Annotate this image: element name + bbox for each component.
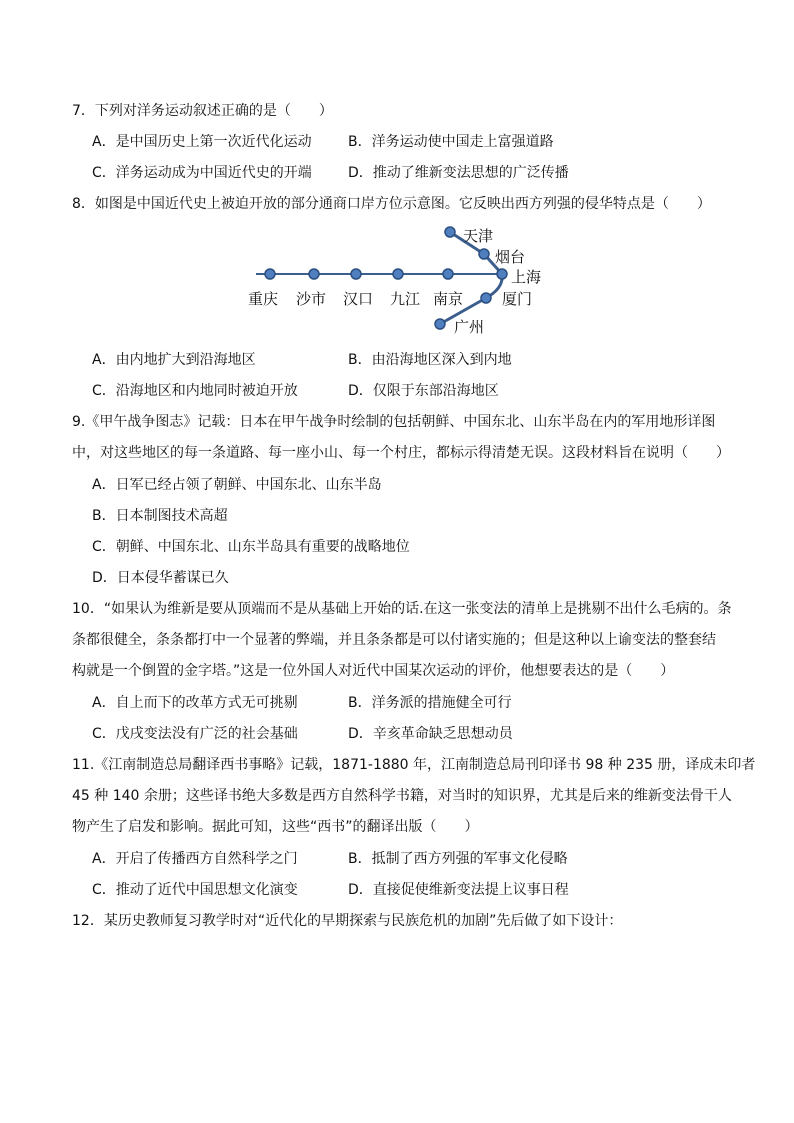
treaty-ports-diagram <box>240 222 560 340</box>
q7-option-d[interactable]: D．推动了维新变法思想的广泛传播 <box>348 165 569 181</box>
q8-option-a[interactable]: A．由内地扩大到沿海地区 <box>92 352 256 368</box>
q10-option-a[interactable]: A．自上而下的改革方式无可挑剔 <box>92 695 298 711</box>
q11-stem-line-2: 45 种 140 余册；这些译书绝大多数是西方自然科学书籍，对当时的知识界，尤其是后来的维新变法骨干人 <box>72 788 732 804</box>
node-tianjin <box>445 227 455 237</box>
q9-option-a[interactable]: A．日军已经占领了朝鲜、中国东北、山东半岛 <box>92 477 382 493</box>
q9-stem-line-1: 9.《甲午战争图志》记载：日本在甲午战争时绘制的包括朝鲜、中国东北、山东半岛在内的军用地形详图 <box>72 414 716 430</box>
q11-option-a[interactable]: A．开启了传播西方自然科学之门 <box>92 851 298 867</box>
q10-option-b[interactable]: B．洋务派的措施健全可行 <box>348 695 512 711</box>
node-hankou <box>351 269 361 279</box>
q9-option-b[interactable]: B．日本制图技术高超 <box>92 508 228 524</box>
label-hankou: 汉口 <box>343 290 374 308</box>
q11-stem-line-1: 11.《江南制造总局翻译西书事略》记载，1871-1880 年，江南制造总局刊印译书 98 种 235 册，译成未印者 <box>72 757 756 773</box>
q11-option-b[interactable]: B．抵制了西方列强的军事文化侵略 <box>348 851 568 867</box>
q9-option-c[interactable]: C．朝鲜、中国东北、山东半岛具有重要的战略地位 <box>92 539 410 555</box>
q7-stem: 7．下列对洋务运动叙述正确的是（ ） <box>72 103 333 119</box>
q8-stem: 8．如图是中国近代史上被迫开放的部分通商口岸方位示意图。它反映出西方列强的侵华特点是（ ） <box>72 196 711 212</box>
q10-option-d[interactable]: D．辛亥革命缺乏思想动员 <box>348 726 513 742</box>
q12-stem: 12．某历史教师复习教学时对“近代化的早期探索与民族危机的加剧”先后做了如下设计： <box>72 913 623 929</box>
q11-stem-line-3: 物产生了启发和影响。据此可知，这些“西书”的翻译出版（ ） <box>72 819 479 835</box>
q10-stem-line-2: 条都很健全，条条都打中一个显著的弊端，并且条条都是可以付诸实施的；但是这种以上谕变法的整套结 <box>72 632 716 648</box>
node-chongqing <box>265 269 275 279</box>
label-yantai: 烟台 <box>495 248 526 266</box>
q7-option-c[interactable]: C．洋务运动成为中国近代史的开端 <box>92 165 312 181</box>
q8-option-d[interactable]: D．仅限于东部沿海地区 <box>348 383 499 399</box>
label-xiamen: 厦门 <box>502 290 533 308</box>
node-shashi <box>309 269 319 279</box>
q10-stem-line-1: 10．“如果认为维新是要从顶端而不是从基础上开始的话.在这一张变法的清单上是挑剔不出什么毛病的。条 <box>72 601 732 617</box>
label-nanjing: 南京 <box>433 290 464 308</box>
node-yantai <box>479 249 489 259</box>
q11-option-d[interactable]: D．直接促使维新变法提上议事日程 <box>348 882 569 898</box>
label-shashi: 沙市 <box>296 290 327 308</box>
q8-option-c[interactable]: C．沿海地区和内地同时被迫开放 <box>92 383 298 399</box>
node-nanjing <box>443 269 453 279</box>
node-jiujiang <box>393 269 403 279</box>
node-guangzhou <box>435 319 445 329</box>
q9-stem-line-2: 中，对这些地区的每一条道路、每一座小山、每一个村庄，都标示得清楚无误。这段材料旨在说明（ ） <box>72 445 730 461</box>
node-shanghai <box>497 269 507 279</box>
label-shanghai: 上海 <box>511 268 542 286</box>
node-xiamen <box>481 293 491 303</box>
q11-option-c[interactable]: C．推动了近代中国思想文化演变 <box>92 882 298 898</box>
label-jiujiang: 九江 <box>390 290 421 308</box>
q8-option-b[interactable]: B．由沿海地区深入到内地 <box>348 352 512 368</box>
q10-stem-line-3: 构就是一个倒置的金字塔。”这是一位外国人对近代中国某次运动的评价，他想要表达的是（ ） <box>72 663 675 679</box>
q7-option-a[interactable]: A．是中国历史上第一次近代化运动 <box>92 134 312 150</box>
label-chongqing: 重庆 <box>248 290 279 308</box>
q7-option-b[interactable]: B．洋务运动使中国走上富强道路 <box>348 134 554 150</box>
q9-option-d[interactable]: D．日本侵华蓄谋已久 <box>92 570 229 586</box>
label-guangzhou: 广州 <box>454 318 485 336</box>
q10-option-c[interactable]: C．戊戌变法没有广泛的社会基础 <box>92 726 298 742</box>
label-tianjin: 天津 <box>463 227 494 245</box>
